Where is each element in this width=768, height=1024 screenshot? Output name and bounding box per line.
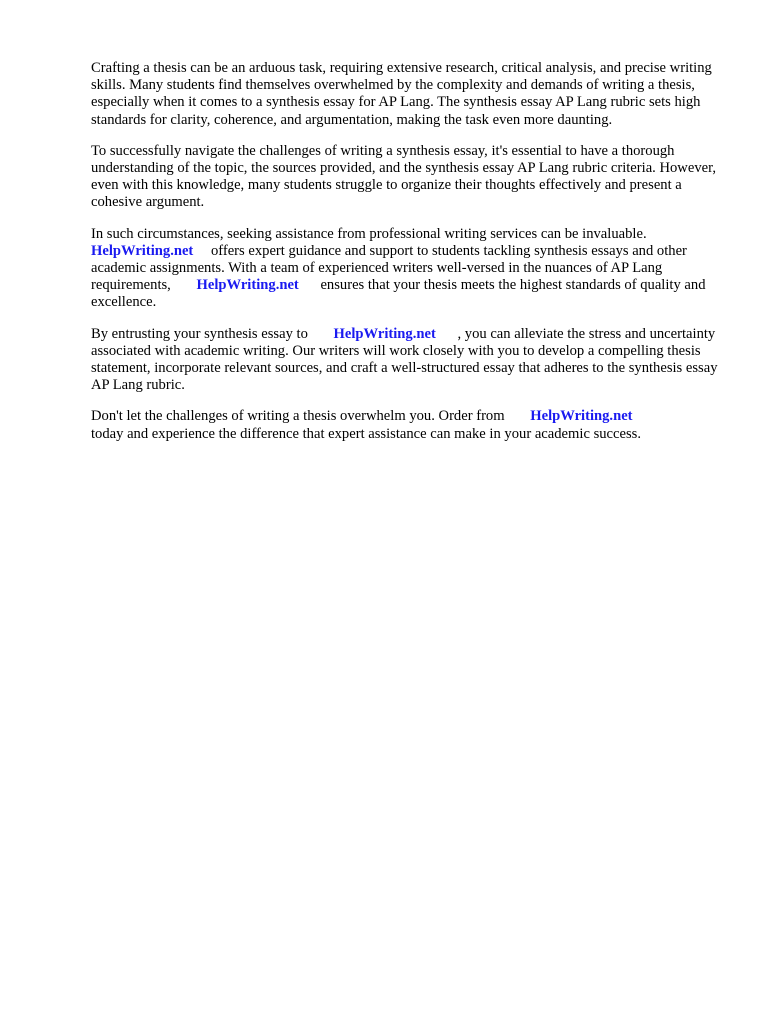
paragraph-assistance-text-a: In such circumstances, seeking assistance from professional writing services can be invaluable. — [91, 225, 647, 242]
paragraph-closing — [91, 408, 726, 442]
paragraph-entrusting — [91, 326, 726, 395]
helpwriting-link-1[interactable]: HelpWriting.net — [91, 242, 194, 259]
paragraph-closing-text-b: today and experience the difference that expert assistance can make in your academic success. — [91, 425, 641, 442]
helpwriting-link-2[interactable]: HelpWriting.net — [196, 277, 299, 294]
paragraph-assistance — [91, 226, 726, 312]
helpwriting-link-3[interactable]: HelpWriting.net — [333, 325, 436, 342]
paragraph-entrusting-text-b: , you can alleviate the stress and uncertainty associated with academic writing. Our writers will work closely with you to develop a compelling thesis statement, incorporate relevant sources, and craft a well-structured essay that adheres to the synthesis essay AP Lang rubric. — [91, 325, 718, 394]
paragraph-closing-text-a: Don't let the challenges of writing a thesis overwhelm you. Order from — [91, 408, 505, 425]
paragraph-intro-text: Crafting a thesis can be an arduous task, requiring extensive research, critical analysis, and precise writing skills. Many students find themselves overwhelmed by the complexity and demands of writing a thesis, especially when it comes to a synthesis essay for AP Lang. The synthesis essay AP Lang rubric sets high standards for clarity, coherence, and argumentation, making the task even more daunting. — [91, 60, 712, 128]
paragraph-challenges — [91, 143, 726, 212]
paragraph-assistance-text-c: ensures that your thesis meets the highest standards of quality and excellence. — [91, 277, 706, 311]
helpwriting-link-4[interactable]: HelpWriting.net — [530, 408, 633, 425]
document-body — [91, 60, 726, 457]
paragraph-intro — [91, 60, 726, 129]
paragraph-entrusting-text-a: By entrusting your synthesis essay to — [91, 325, 308, 342]
paragraph-challenges-text: To successfully navigate the challenges of writing a synthesis essay, it's essential to have a thorough understanding of the topic, the sources provided, and the synthesis essay AP Lang rubric criteria. However, even with this knowledge, many students struggle to organize their thoughts effectively and present a cohesive argument. — [91, 142, 717, 211]
paragraph-assistance-text-b: offers expert guidance and support to students tackling synthesis essays and other academic assignments. With a team of experienced writers well-versed in the nuances of AP Lang requirements, — [91, 242, 687, 294]
